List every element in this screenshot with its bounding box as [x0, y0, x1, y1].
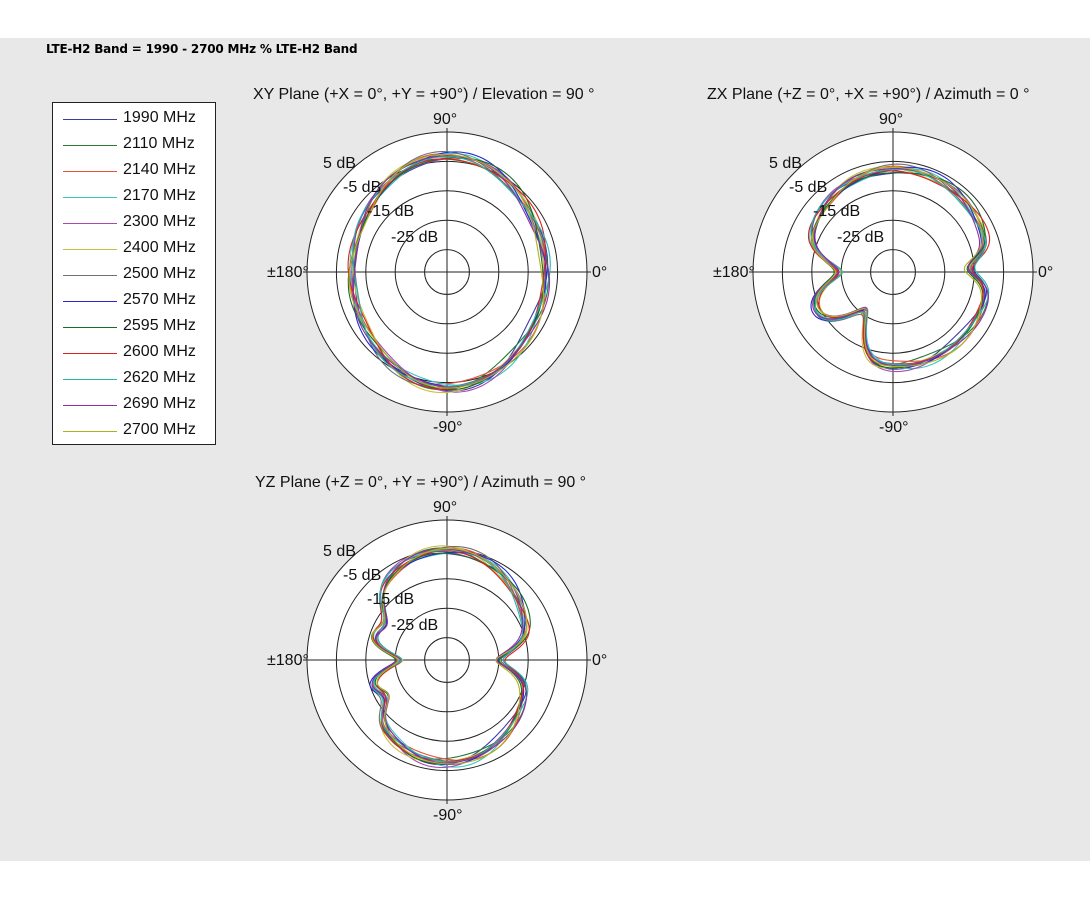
legend-label: 2140 MHz	[123, 161, 196, 178]
ring-label: 5 dB	[323, 155, 356, 172]
angle-label-right: 0°	[592, 264, 608, 281]
angle-label-top: 90°	[433, 499, 458, 516]
angle-label-left: ±180°	[267, 652, 309, 669]
legend-label: 2300 MHz	[123, 213, 196, 230]
angle-label-bottom: -90°	[879, 419, 909, 436]
angle-label-right: 0°	[592, 652, 608, 669]
legend-label: 1990 MHz	[123, 109, 196, 126]
legend-label: 2620 MHz	[123, 369, 196, 386]
legend-label: 2600 MHz	[123, 343, 196, 360]
angle-label-right: 0°	[1038, 264, 1054, 281]
ring-label: 5 dB	[769, 155, 802, 172]
angle-label-top: 90°	[433, 111, 458, 128]
ring-label: -5 dB	[343, 179, 382, 196]
angle-label-bottom: -90°	[433, 419, 463, 436]
legend-label: 2400 MHz	[123, 239, 196, 256]
ring-label: -25 dB	[837, 229, 885, 246]
ring-label: -15 dB	[367, 203, 415, 220]
xy-plane-title: XY Plane (+X = 0°, +Y = +90°) / Elevation = 90 °	[253, 86, 595, 103]
band-title: LTE-H2 Band = 1990 - 2700 MHz % LTE-H2 Band	[46, 42, 358, 56]
angle-label-bottom: -90°	[433, 807, 463, 824]
angle-label-left: ±180°	[267, 264, 309, 281]
ring-label: -15 dB	[367, 591, 415, 608]
ring-label: -25 dB	[391, 617, 439, 634]
legend-label: 2110 MHz	[123, 135, 195, 152]
legend-label: 2690 MHz	[123, 395, 196, 412]
legend-label: 2595 MHz	[123, 317, 196, 334]
angle-label-left: ±180°	[713, 264, 755, 281]
legend-label: 2700 MHz	[123, 421, 196, 438]
legend-label: 2500 MHz	[123, 265, 196, 282]
yz-plane-title: YZ Plane (+Z = 0°, +Y = +90°) / Azimuth = 90 °	[255, 474, 587, 491]
angle-label-top: 90°	[879, 111, 904, 128]
ring-label: -5 dB	[343, 567, 382, 584]
legend-label: 2570 MHz	[123, 291, 196, 308]
ring-label: 5 dB	[323, 543, 356, 560]
zx-plane-title: ZX Plane (+Z = 0°, +X = +90°) / Azimuth = 0 °	[707, 86, 1030, 103]
legend-label: 2170 MHz	[123, 187, 196, 204]
ring-label: -25 dB	[391, 229, 439, 246]
ring-label: -5 dB	[789, 179, 828, 196]
ring-label: -15 dB	[813, 203, 861, 220]
